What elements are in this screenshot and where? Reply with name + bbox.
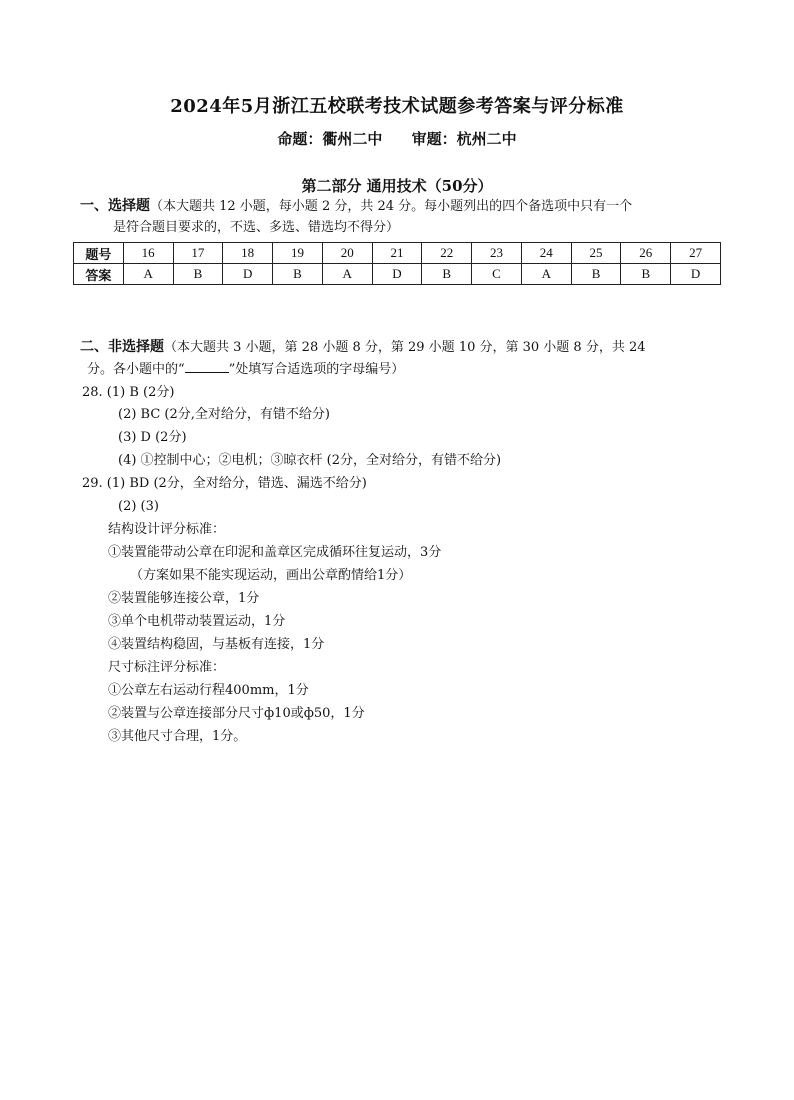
question-number: 17 [173, 243, 223, 264]
answer-row [74, 264, 721, 285]
answer-cell: D [671, 264, 721, 285]
structure-criterion-1: ①装置能带动公章在印泥和盖章区完成循环往复运动，3分 [108, 545, 442, 560]
section1-heading: 一、选择题 [80, 198, 150, 214]
structure-criterion-4: ④装置结构稳固，与基板有连接，1分 [108, 637, 325, 652]
row-label-answer: 答案 [74, 264, 124, 285]
section2-line1 [80, 337, 646, 358]
question-number: 25 [571, 243, 621, 264]
q28-part1: 28. (1) B (2分) [82, 385, 175, 400]
dimension-criterion-2: ②装置与公章连接部分尺寸ф10或ф50，1分 [108, 706, 365, 721]
part-title: 第二部分 通用技术（50分） [301, 177, 493, 195]
answer-table [73, 242, 721, 285]
dimension-criteria-heading: 尺寸标注评分标准： [108, 660, 226, 675]
question-number: 20 [322, 243, 372, 264]
answer-cell: A [521, 264, 571, 285]
question-number: 27 [671, 243, 721, 264]
question-number: 24 [521, 243, 571, 264]
q29-part2-3: (2) (3) [118, 499, 159, 514]
question-number: 21 [372, 243, 422, 264]
question-number: 22 [422, 243, 472, 264]
answer-cell: A [322, 264, 372, 285]
question-number: 16 [123, 243, 173, 264]
answer-cell: B [571, 264, 621, 285]
dimension-criterion-1: ①公章左右运动行程400mm，1分 [108, 683, 309, 698]
question-number: 26 [621, 243, 671, 264]
section2-desc-1: （本大题共 3 小题，第 28 小题 8 分，第 29 小题 10 分，第 30 小题 8 分，共 24 [164, 340, 646, 355]
question-number: 19 [273, 243, 323, 264]
section1-line1 [80, 196, 632, 217]
answer-cell: A [123, 264, 173, 285]
q28-part3: (3) D (2分) [118, 430, 187, 445]
answer-cell: B [173, 264, 223, 285]
fill-blank [185, 360, 229, 373]
answer-cell: D [372, 264, 422, 285]
structure-criterion-1-note: （方案如果不能实现运动，画出公章酌情给1分） [130, 568, 412, 583]
section1-desc-2: 是符合题目要求的，不选、多选、错选均不得分） [113, 220, 400, 235]
q29-part1: 29. (1) BD (2分，全对给分，错选、漏选不给分) [82, 476, 367, 491]
dimension-criterion-3: ③其他尺寸合理，1分。 [108, 729, 247, 744]
section2-desc-2a: 分。各小题中的“ [87, 362, 185, 377]
setter-label: 命题：衢州二中 [277, 130, 383, 148]
section1-line2 [113, 217, 399, 238]
structure-criterion-2: ②装置能够连接公章，1分 [108, 591, 260, 606]
section2-desc-2b: ”处填写合适选项的字母编号） [228, 362, 405, 377]
document-title: 2024年5月浙江五校联考技术试题参考答案与评分标准 [170, 96, 624, 117]
q28-part2: (2) BC (2分,全对给分，有错不给分) [118, 407, 330, 422]
answer-cell: B [273, 264, 323, 285]
answer-cell: B [422, 264, 472, 285]
answer-cell: D [223, 264, 273, 285]
structure-criterion-3: ③单个电机带动装置运动，1分 [108, 614, 286, 629]
answer-cell: C [472, 264, 522, 285]
question-number: 18 [223, 243, 273, 264]
section2-line2 [87, 359, 404, 380]
answer-cell: B [621, 264, 671, 285]
section1-desc-1: （本大题共 12 小题，每小题 2 分，共 24 分。每小题列出的四个备选项中只有一个 [150, 199, 633, 214]
section2-heading: 二、非选择题 [80, 339, 164, 355]
reviewer-label: 审题：杭州二中 [411, 130, 517, 148]
question-number-row [74, 243, 721, 264]
row-label-number: 题号 [74, 243, 124, 264]
q28-part4: (4) ①控制中心；②电机；③晾衣杆 (2分，全对给分，有错不给分) [118, 453, 502, 468]
authors-line [0, 128, 794, 149]
structure-criteria-heading: 结构设计评分标准： [108, 522, 226, 537]
question-number: 23 [472, 243, 522, 264]
